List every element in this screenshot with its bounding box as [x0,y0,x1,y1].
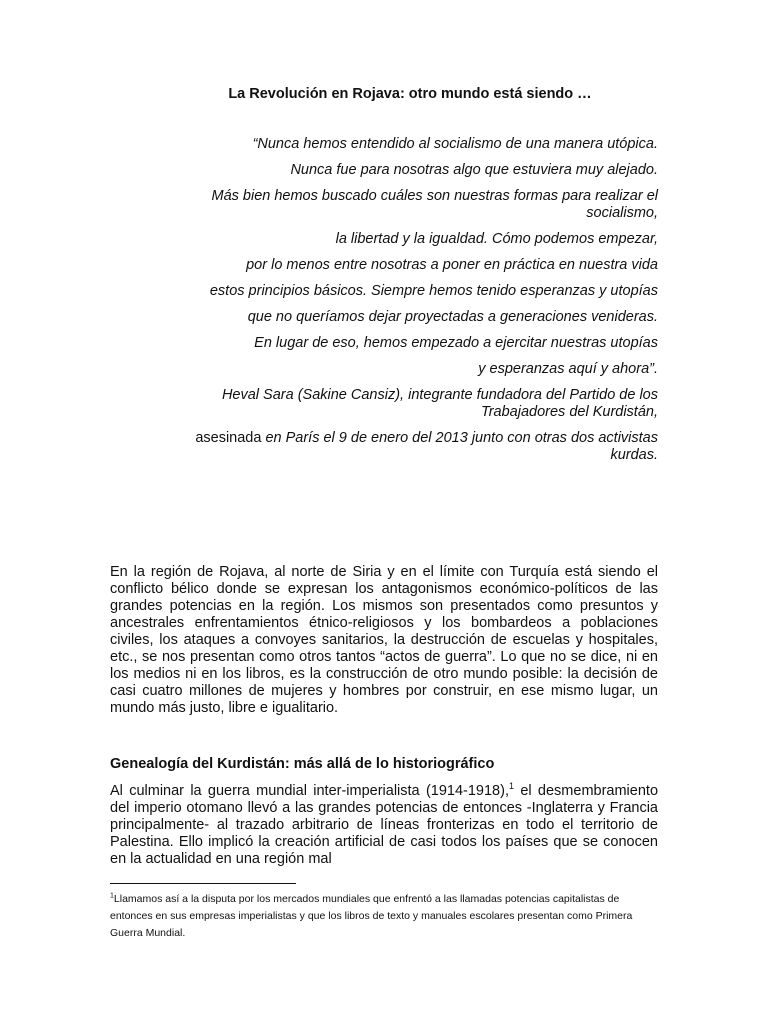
epigraph-line: Más bien hemos buscado cuáles son nuestras formas para realizar el socialismo, [211,188,658,221]
paragraph-2-start: Al culminar la guerra mundial inter-imperialista (1914-1918), [110,783,509,799]
document-title: La Revolución en Rojava: otro mundo está siendo … [228,86,592,102]
death-note-prefix: asesinada [195,430,262,446]
death-note-detail: en París el 9 de enero del 2013 junto con otras dos activistas kurdas. [261,430,658,463]
epigraph-line: En lugar de eso, hemos empezado a ejercitar nuestras utopías [254,335,658,351]
section-heading: Genealogía del Kurdistán: más allá de lo historiográfico [110,756,495,772]
epigraph-attribution: Heval Sara (Sakine Cansiz), integrante fundadora del Partido de los Trabajadores del Kurdistán, [221,387,658,420]
body-paragraph-1: En la región de Rojava, al norte de Siria y en el límite con Turquía está siendo el conflicto bélico donde se expresan los antagonismos económico-políticos de las grandes potencias en la región. Los mismos son presentados como presuntos y ancestrales enfrentamientos étnico-religiosos y los bombardeos a poblaciones civiles, los ataques a convoyes sanitarios, la destrucción de escuelas y hospitales, etc., se nos presentan como otros tantos “actos de guerra”. Lo que no se dice, ni en los medios ni en los libros, es la construcción de otro mundo posible: la decisión de casi cuatro millones de mujeres y hombres por construir, en ese mismo lugar, un mundo más justo, libre e igualitario. [110,564,658,716]
paragraph-2-end: el desmembramiento del imperio otomano llevó a las grandes potencias de entonces -Inglaterra y Francia principalmente- al trazado arbitrario de líneas fronterizas en todo el territorio de Palestina. Ello implicó la creación artificial de casi todos los países que se conocen en la actualidad en una región mal [110,783,659,867]
epigraph-line: que no queríamos dejar proyectadas a generaciones venideras. [247,309,658,325]
epigraph-line: y esperanzas aquí y ahora”. [478,361,658,377]
footnote-text: Llamamos así a la disputa por los mercados mundiales que enfrentó a las llamadas potencias capitalistas de entonces en sus empresas imperialistas y que los libros de texto y manuales escolares presentan como Primera Guerra Mundial. [110,893,633,939]
body-paragraph-2 [110,783,658,868]
epigraph-line: “Nunca hemos entendido al socialismo de una manera utópica. [252,136,658,152]
epigraph-death-note [150,430,658,464]
epigraph-line: la libertad y la igualdad. Cómo podemos empezar, [335,231,658,247]
epigraph-line: por lo menos entre nosotras a poner en práctica en nuestra vida [246,257,658,273]
footnote-marker: 1 [110,892,114,900]
footnote-divider [110,883,296,884]
footnote-reference: 1 [508,781,514,792]
epigraph-line: estos principios básicos. Siempre hemos tenido esperanzas y utopías [209,283,658,299]
epigraph [150,136,658,473]
footnote [110,891,658,942]
epigraph-line: Nunca fue para nosotras algo que estuviera muy alejado. [290,162,658,178]
